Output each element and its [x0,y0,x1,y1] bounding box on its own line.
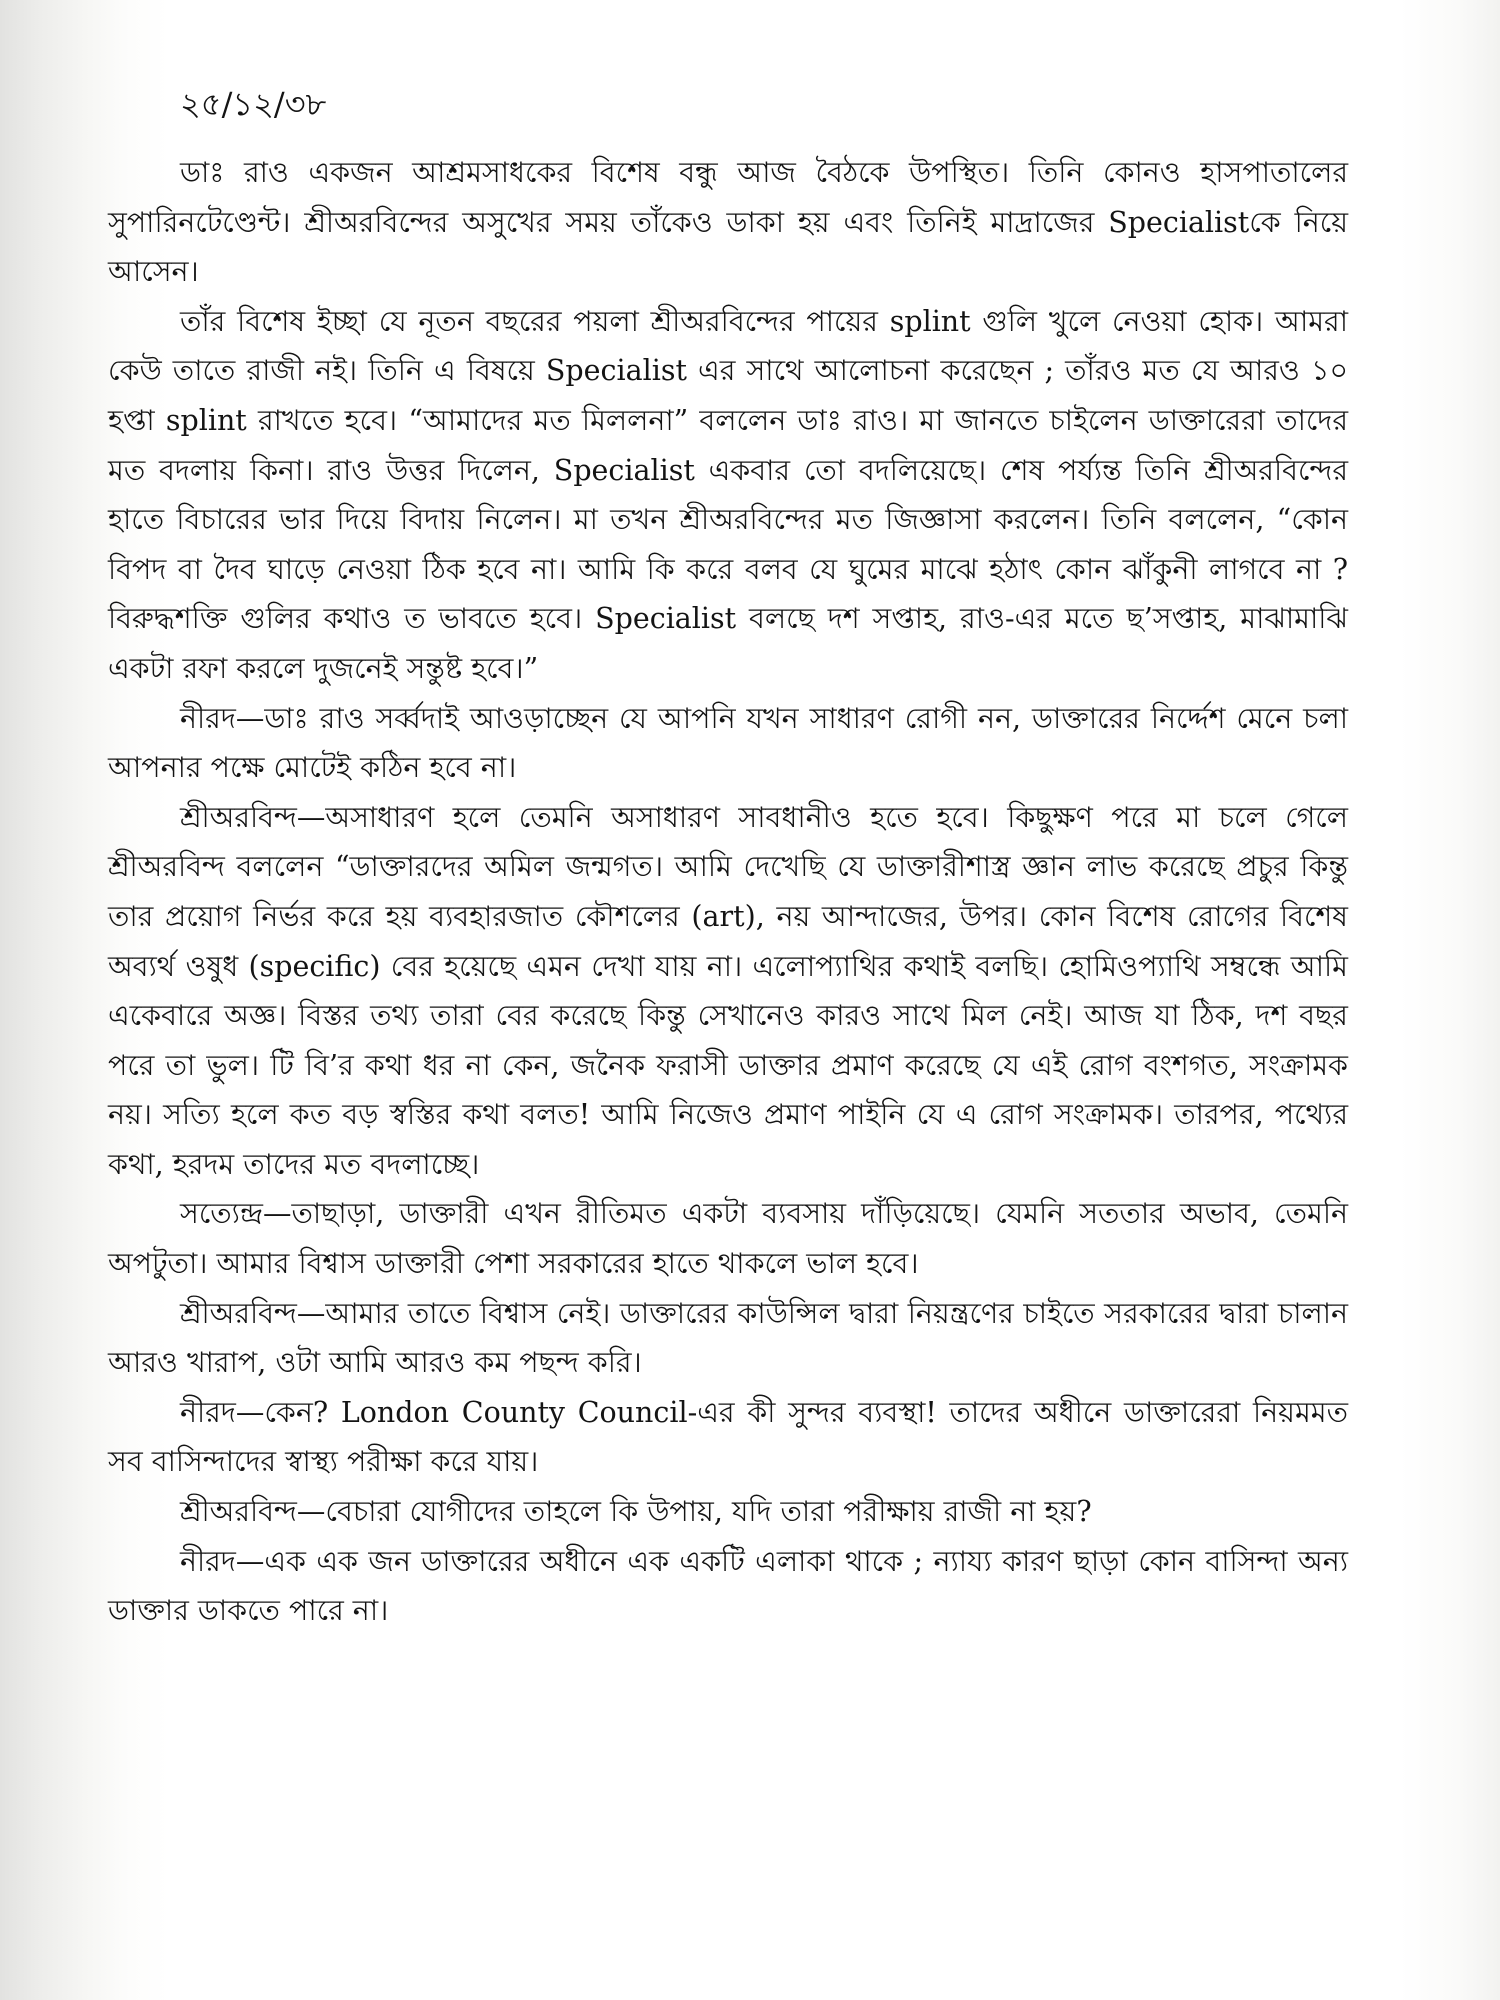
paragraph-splint-discussion: তাঁর বিশেষ ইচ্ছা যে নূতন বছরের পয়লা শ্রীঅরবিন্দের পায়ের splint গুলি খুলে নেওয়া হোক। আমরা কেউ তাতে রাজী নই। তিনি এ বিষয়ে Specialist এর সাথে আলোচনা করেছেন ; তাঁরও মত যে আরও ১০ হপ্তা splint রাখতে হবে। “আমাদের মত মিললনা” বললেন ডাঃ রাও। মা জানতে চাইলেন ডাক্তারেরা তাদের মত বদলায় কিনা। রাও উত্তর দিলেন, Specialist একবার তো বদলিয়েছে। শেষ পর্য্যন্ত তিনি শ্রীঅরবিন্দের হাতে বিচারের ভার দিয়ে বিদায় নিলেন। মা তখন শ্রীঅরবিন্দের মত জিজ্ঞাসা করলেন। তিনি বললেন, “কোন বিপদ বা দৈব ঘাড়ে নেওয়া ঠিক হবে না। আমি কি করে বলব যে ঘুমের মাঝে হঠাৎ কোন ঝাঁকুনী লাগবে না ? বিরুদ্ধশক্তি গুলির কথাও ত ভাবতে হবে। Specialist বলছে দশ সপ্তাহ, রাও-এর মতে ছ’সপ্তাহ, মাঝামাঝি একটা রফা করলে দুজনেই সন্তুষ্ট হবে।” [108,304,1348,685]
paragraph-sri-aurobindo-3: শ্রীঅরবিন্দ—বেচারা যোগীদের তাহলে কি উপায়, যদি তারা পরীক্ষায় রাজী না হয়? [180,1495,1092,1529]
paragraph-satyendra: সত্যেন্দ্র—তাছাড়া, ডাক্তারী এখন রীতিমত একটা ব্যবসায় দাঁড়িয়েছে। যেমনি সততার অভাব, তেমনি অপটুতা। আমার বিশ্বাস ডাক্তারী পেশা সরকারের হাতে থাকলে ভাল হবে। [108,1197,1348,1281]
paragraph-sri-aurobindo-1: শ্রীঅরবিন্দ—অসাধারণ হলে তেমনি অসাধারণ সাবধানীও হতে হবে। কিছুক্ষণ পরে মা চলে গেলে শ্রীঅরবিন্দ বললেন “ডাক্তারদের অমিল জন্মগত। আমি দেখেছি যে ডাক্তারীশাস্ত্র জ্ঞান লাভ করেছে প্রচুর কিন্তু তার প্রয়োগ নির্ভর করে হয় ব্যবহারজাত কৌশলের (art), নয় আন্দাজের, উপর। কোন বিশেষ রোগের বিশেষ অব্যর্থ ওষুধ (specific) বের হয়েছে এমন দেখা যায় না। এলোপ্যাথির কথাই বলছি। হোমিওপ্যাথি সম্বন্ধে আমি একেবারে অজ্ঞ। বিস্তর তথ্য তারা বের করেছে কিন্তু সেখানেও কারও সাথে মিল নেই। আজ যা ঠিক, দশ বছর পরে তা ভুল। টি বি’র কথা ধর না কেন, জনৈক ফরাসী ডাক্তার প্রমাণ করেছে যে এই রোগ বংশগত, সংক্রামক নয়। সত্যি হলে কত বড় স্বস্তির কথা বলত! আমি নিজেও প্রমাণ পাইনি যে এ রোগ সংক্রামক। তারপর, পথ্যের কথা, হরদম তাদের মত বদলাচ্ছে। [108,800,1348,1181]
paragraph-nirod-1: নীরদ—ডাঃ রাও সর্ব্বদাই আওড়াচ্ছেন যে আপনি যখন সাধারণ রোগী নন, ডাক্তারের নির্দ্দেশ মেনে চলা আপনার পক্ষে মোটেই কঠিন হবে না। [108,701,1348,785]
paragraph-nirod-2: নীরদ—কেন? London County Council-এর কী সুন্দর ব্যবস্থা! তাদের অধীনে ডাক্তারেরা নিয়মমত সব বাসিন্দাদের স্বাস্থ্য পরীক্ষা করে যায়। [108,1395,1348,1479]
entry-date: ২৫/১২/৩৮ [180,85,327,123]
paragraph-nirod-3: নীরদ—এক এক জন ডাক্তারের অধীনে এক একটি এলাকা থাকে ; ন্যায্য কারণ ছাড়া কোন বাসিন্দা অন্য ডাক্তার ডাকতে পারে না। [108,1544,1348,1628]
paragraph-sri-aurobindo-2: শ্রীঅরবিন্দ—আমার তাতে বিশ্বাস নেই। ডাক্তারের কাউন্সিল দ্বারা নিয়ন্ত্রণের চাইতে সরকারের দ্বারা চালান আরও খারাপ, ওটা আমি আরও কম পছন্দ করি। [108,1296,1348,1380]
paragraph-dr-rao-intro: ডাঃ রাও একজন আশ্রমসাধকের বিশেষ বন্ধু আজ বৈঠকে উপস্থিত। তিনি কোনও হাসপাতালের সুপারিনটেণ্ডেন্ট। শ্রীঅরবিন্দের অসুখের সময় তাঁকেও ডাকা হয় এবং তিনিই মাদ্রাজের Specialistকে নিয়ে আসেন। [108,156,1348,289]
page-text [108,78,1348,1636]
